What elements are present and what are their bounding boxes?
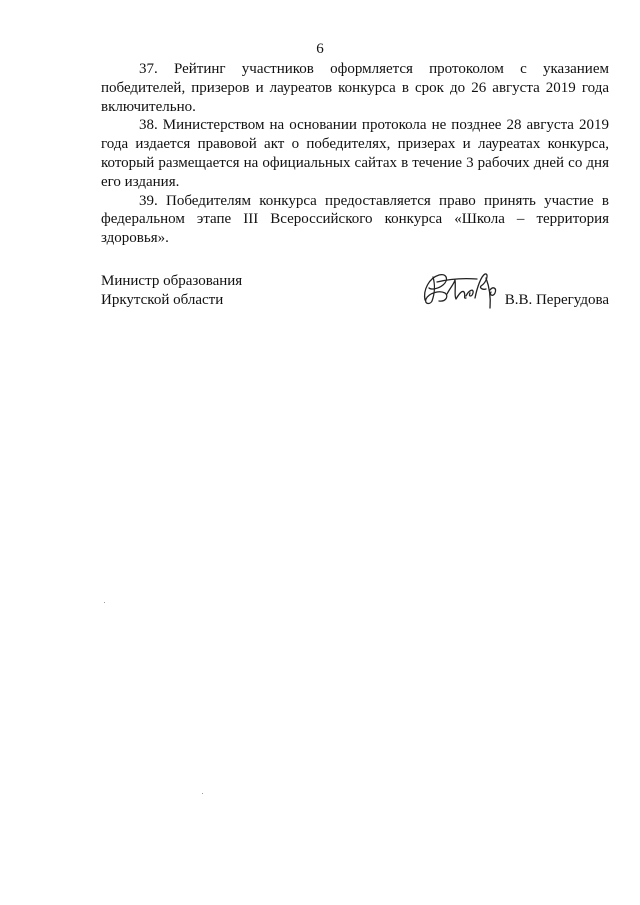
handwritten-signature xyxy=(419,266,503,312)
page-number: 6 xyxy=(316,41,324,57)
paragraph-38: 38. Министерством на основании протокола не позднее 28 августа 2019 года издается правовой акт о победителях, призерах и лауреатах конкурса, который размещается на официальных сайтах в течение 3 рабочих дней со дня его издания. xyxy=(101,117,609,190)
signature-block xyxy=(101,272,609,322)
signatory-title-line1: Министр образования xyxy=(101,273,243,289)
document-body xyxy=(101,60,609,248)
scan-speck xyxy=(104,602,105,603)
paragraph-37: 37. Рейтинг участников оформляется протоколом с указанием победителей, призеров и лауреатов конкурса в срок до 26 августа 2019 года включительно. xyxy=(101,61,609,115)
signatory-name: В.В. Перегудова xyxy=(504,292,609,308)
signatory-title-line2: Иркутской области xyxy=(101,292,224,308)
paragraph-39: 39. Победителям конкурса предоставляется право принять участие в федеральном этапе III Всероссийского конкурса «Школа – территория здоровья». xyxy=(101,192,609,247)
scan-speck xyxy=(202,793,203,794)
